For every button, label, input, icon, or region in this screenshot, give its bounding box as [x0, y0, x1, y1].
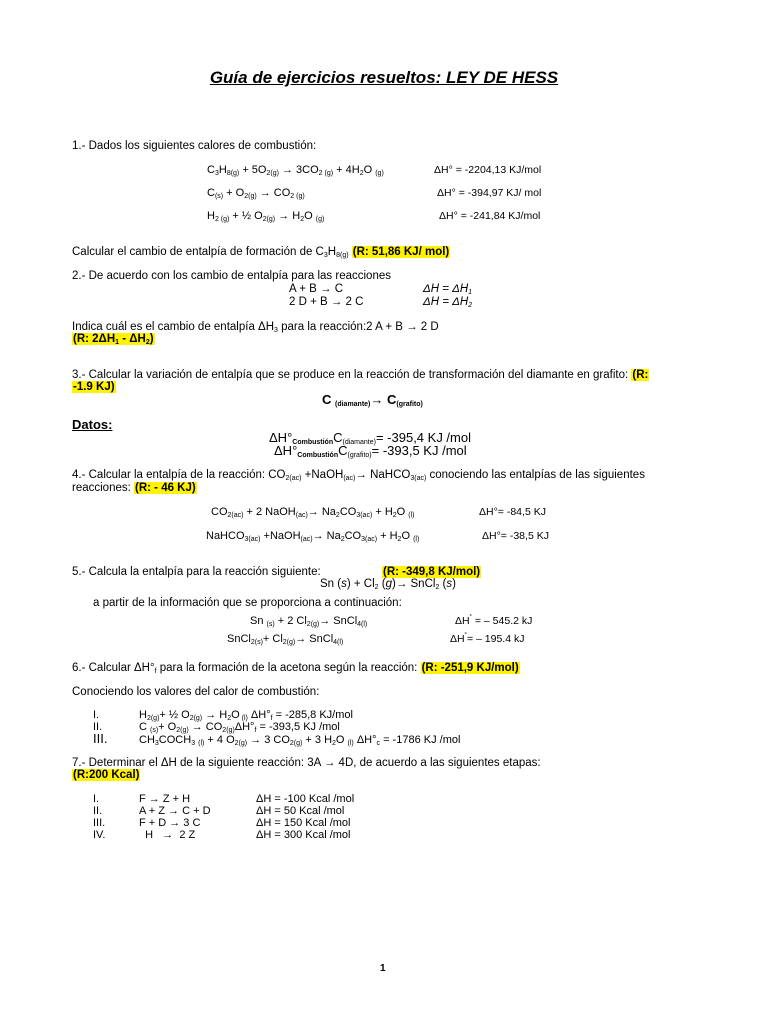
problem-6-item-3: $CH_3COCH_3$ $_{(l)}$ + 4 $O_{2(g)} \to 3$ $CO_{2(g)} + 3$ $H_2O$ $_{(l)}$ $\Delta H^\circ_c = -1786$ KJ /mol [139, 734, 461, 747]
problem-7-intro: 7.- Determinar el ΔH de la siguiente reacción: 3A → 4D, de acuerdo a las siguientes etapas: [72, 757, 541, 769]
problem-5-info: a partir de la información que se proporciona a continuación: [93, 597, 402, 609]
problem-2-reaction-2: 2 D + B → 2 C [289, 296, 364, 308]
problem-7-item-3-num: III. [93, 817, 106, 829]
problem-5-reaction: Sn $(s) + Cl_2$ (g)→ SnCl$_2$ (s) [320, 578, 456, 591]
problem-4-reaction-1: $CO_{2(ac)} + 2$ NaOH$_{(ac)}$→ $Na_2CO_{3(ac)} + H_2O$ $_{(l)}$ [211, 506, 415, 519]
problem-6-line-2: Conociendo los valores del calor de combustión: [72, 686, 320, 698]
problem-7-item-4-dh: ΔH = 300 Kcal /mol [256, 829, 351, 841]
problem-6-item-1: $H_{2(g)}+$ ½ $O_{2(g)} \to H_2O$ $_{(l)}$ $\Delta H^\circ_f = -285,8$ KJ/mol [139, 709, 353, 722]
problem-1-reaction-1: $C_3H_{8(g)} + 5O_{2(g)} \to 3CO_{2 (g)} + 4H_2O$ $_{(g)}$ [207, 164, 384, 177]
problem-6-item-2-num: II. [93, 721, 103, 733]
problem-7-item-1-num: I. [93, 793, 100, 805]
problem-7-item-1-eq: F → Z + H [139, 793, 191, 805]
problem-7-item-3-dh: ΔH = 150 Kcal /mol [256, 817, 351, 829]
problem-1-answer: (R: 51,86 KJ/ mol) [352, 246, 450, 258]
problem-5-answer: (R: -349,8 KJ/mol) [383, 566, 481, 578]
problem-5-reaction-1: Sn $_{(s)}$ + 2 $Cl_{2(g)}\to$ SnCl$_{4(l)}$ [250, 615, 368, 628]
problem-5-intro: 5.- Calcula la entalpía para la reacción siguiente: [72, 566, 321, 578]
problem-3-data-2: $\Delta H^\circ_{Combustión}C_{(grafito)}= -393,5$ KJ /mol [274, 443, 467, 459]
problem-6-item-1-num: I. [93, 709, 100, 721]
problem-5-enthalpy-2: ΔH˚= – 195.4 kJ [450, 633, 525, 645]
problem-7-item-2-dh: ΔH = 50 Kcal /mol [256, 805, 345, 817]
problem-1-enthalpy-3: ΔH° = -241,84 KJ/mol [439, 210, 541, 222]
problem-2-reaction-1: A + B → C [289, 283, 344, 295]
problem-4-enthalpy-1: ΔH°= -84,5 KJ [479, 506, 546, 518]
datos-label: Datos: [72, 417, 113, 432]
problem-4-reaction-2: NaHCO$_{3(ac)}$ +NaOH$_{(ac)}$→ $Na_2CO_{3(ac)} + H_2O$ $_{(l)}$ [206, 530, 420, 543]
problem-1-enthalpy-1: ΔH° = -2204,13 KJ/mol [434, 164, 542, 176]
problem-5-reaction-2: SnCl$_{2(s)}$+ $Cl_{2(g)}\to$ SnCl$_{4(l)}$ [227, 633, 344, 646]
problem-7-item-4-eq: H → 2 Z [139, 829, 196, 841]
problem-3-data-1: $\Delta H^\circ_{Combustión}C_{(diamante)}= -395,4$ KJ /mol [269, 430, 471, 446]
problem-4-answer: (R: - 46 KJ) [135, 482, 196, 494]
problem-3-intro: 3.- Calcular la variación de entalpía que se produce en la reacción de transformación del diamante en grafito: (R: [72, 369, 649, 381]
problem-1-question: Calcular el cambio de entalpía de formación de $C_3H_{8(g)}$ (R: 51,86 KJ/ mol) [72, 246, 450, 259]
problem-2-answer: (R: $2\Delta H_1 - \Delta H_2$) [73, 333, 154, 346]
problem-6-answer: (R: -251,9 KJ/mol) [421, 662, 519, 674]
problem-1-reaction-3: $H_{2 (g)}$ + ½ $O_{2(g)} \to H_2O$ $_{(g)}$ [207, 210, 325, 223]
problem-7-item-4-num: IV. [93, 829, 106, 841]
problem-2-question: Indica cuál es el cambio de entalpía $\Delta H_3$ para la reacción:2 A + B → 2 D [72, 321, 439, 334]
problem-2-enthalpy-1: $\Delta H = \Delta H_1$ [423, 283, 473, 296]
page-number: 1 [380, 963, 386, 974]
problem-4-enthalpy-2: ΔH°= -38,5 KJ [482, 530, 549, 542]
problem-7-item-1-dh: ΔH = -100 Kcal /mol [256, 793, 355, 805]
problem-7-item-3-eq: F + D → 3 C [139, 817, 201, 829]
problem-7-item-2-eq: A + Z → C + D [139, 805, 211, 817]
problem-2-intro: 2.- De acuerdo con los cambio de entalpía para las reacciones [72, 270, 391, 282]
page-title: Guía de ejercicios resueltos: LEY DE HESS [209, 68, 559, 87]
problem-1-intro: 1.- Dados los siguientes calores de combustión: [72, 140, 317, 152]
problem-7-answer: (R:200 Kcal) [73, 769, 140, 781]
problem-3-reaction: C $_{(diamante)}\to C_{(grafito)}$ [322, 392, 423, 408]
problem-2-enthalpy-2: $\Delta H = \Delta H_2$ [423, 296, 473, 309]
problem-6-item-2: C $_{(s)}+ O_{2(g)} \to CO_{2(g)}\Delta H^\circ_f = -393,5$ KJ /mol [139, 721, 340, 734]
problem-1-enthalpy-2: ΔH° = -394,97 KJ/ mol [437, 187, 542, 199]
problem-7-item-2-num: II. [93, 805, 103, 817]
problem-6-item-3-num: III. [93, 731, 108, 746]
problem-6-intro: 6.- Calcular $\Delta H^\circ_f$ para la formación de la acetona según la reacción: (R: -251,9 KJ/mol) [72, 662, 519, 675]
problem-3-answer-b: -1.9 KJ) [73, 381, 115, 393]
problem-1-reaction-2: $C_{(s)} + O_{2(g)} \to CO_{2 (g)}$ [207, 187, 305, 200]
problem-5-enthalpy-1: ΔH˚ = – 545.2 kJ [455, 615, 533, 627]
problem-4-intro: 4.- Calcular la entalpía de la reacción: $CO_{2(ac)}$ +NaOH$_{(ac)}$→ NaHCO$_{3(ac)}$ conociendo las entalpías de las siguientes [72, 469, 645, 482]
problem-4-intro-line-2: reacciones: (R: - 46 KJ) [72, 482, 196, 494]
problem-3-answer-a: (R: [632, 369, 649, 381]
